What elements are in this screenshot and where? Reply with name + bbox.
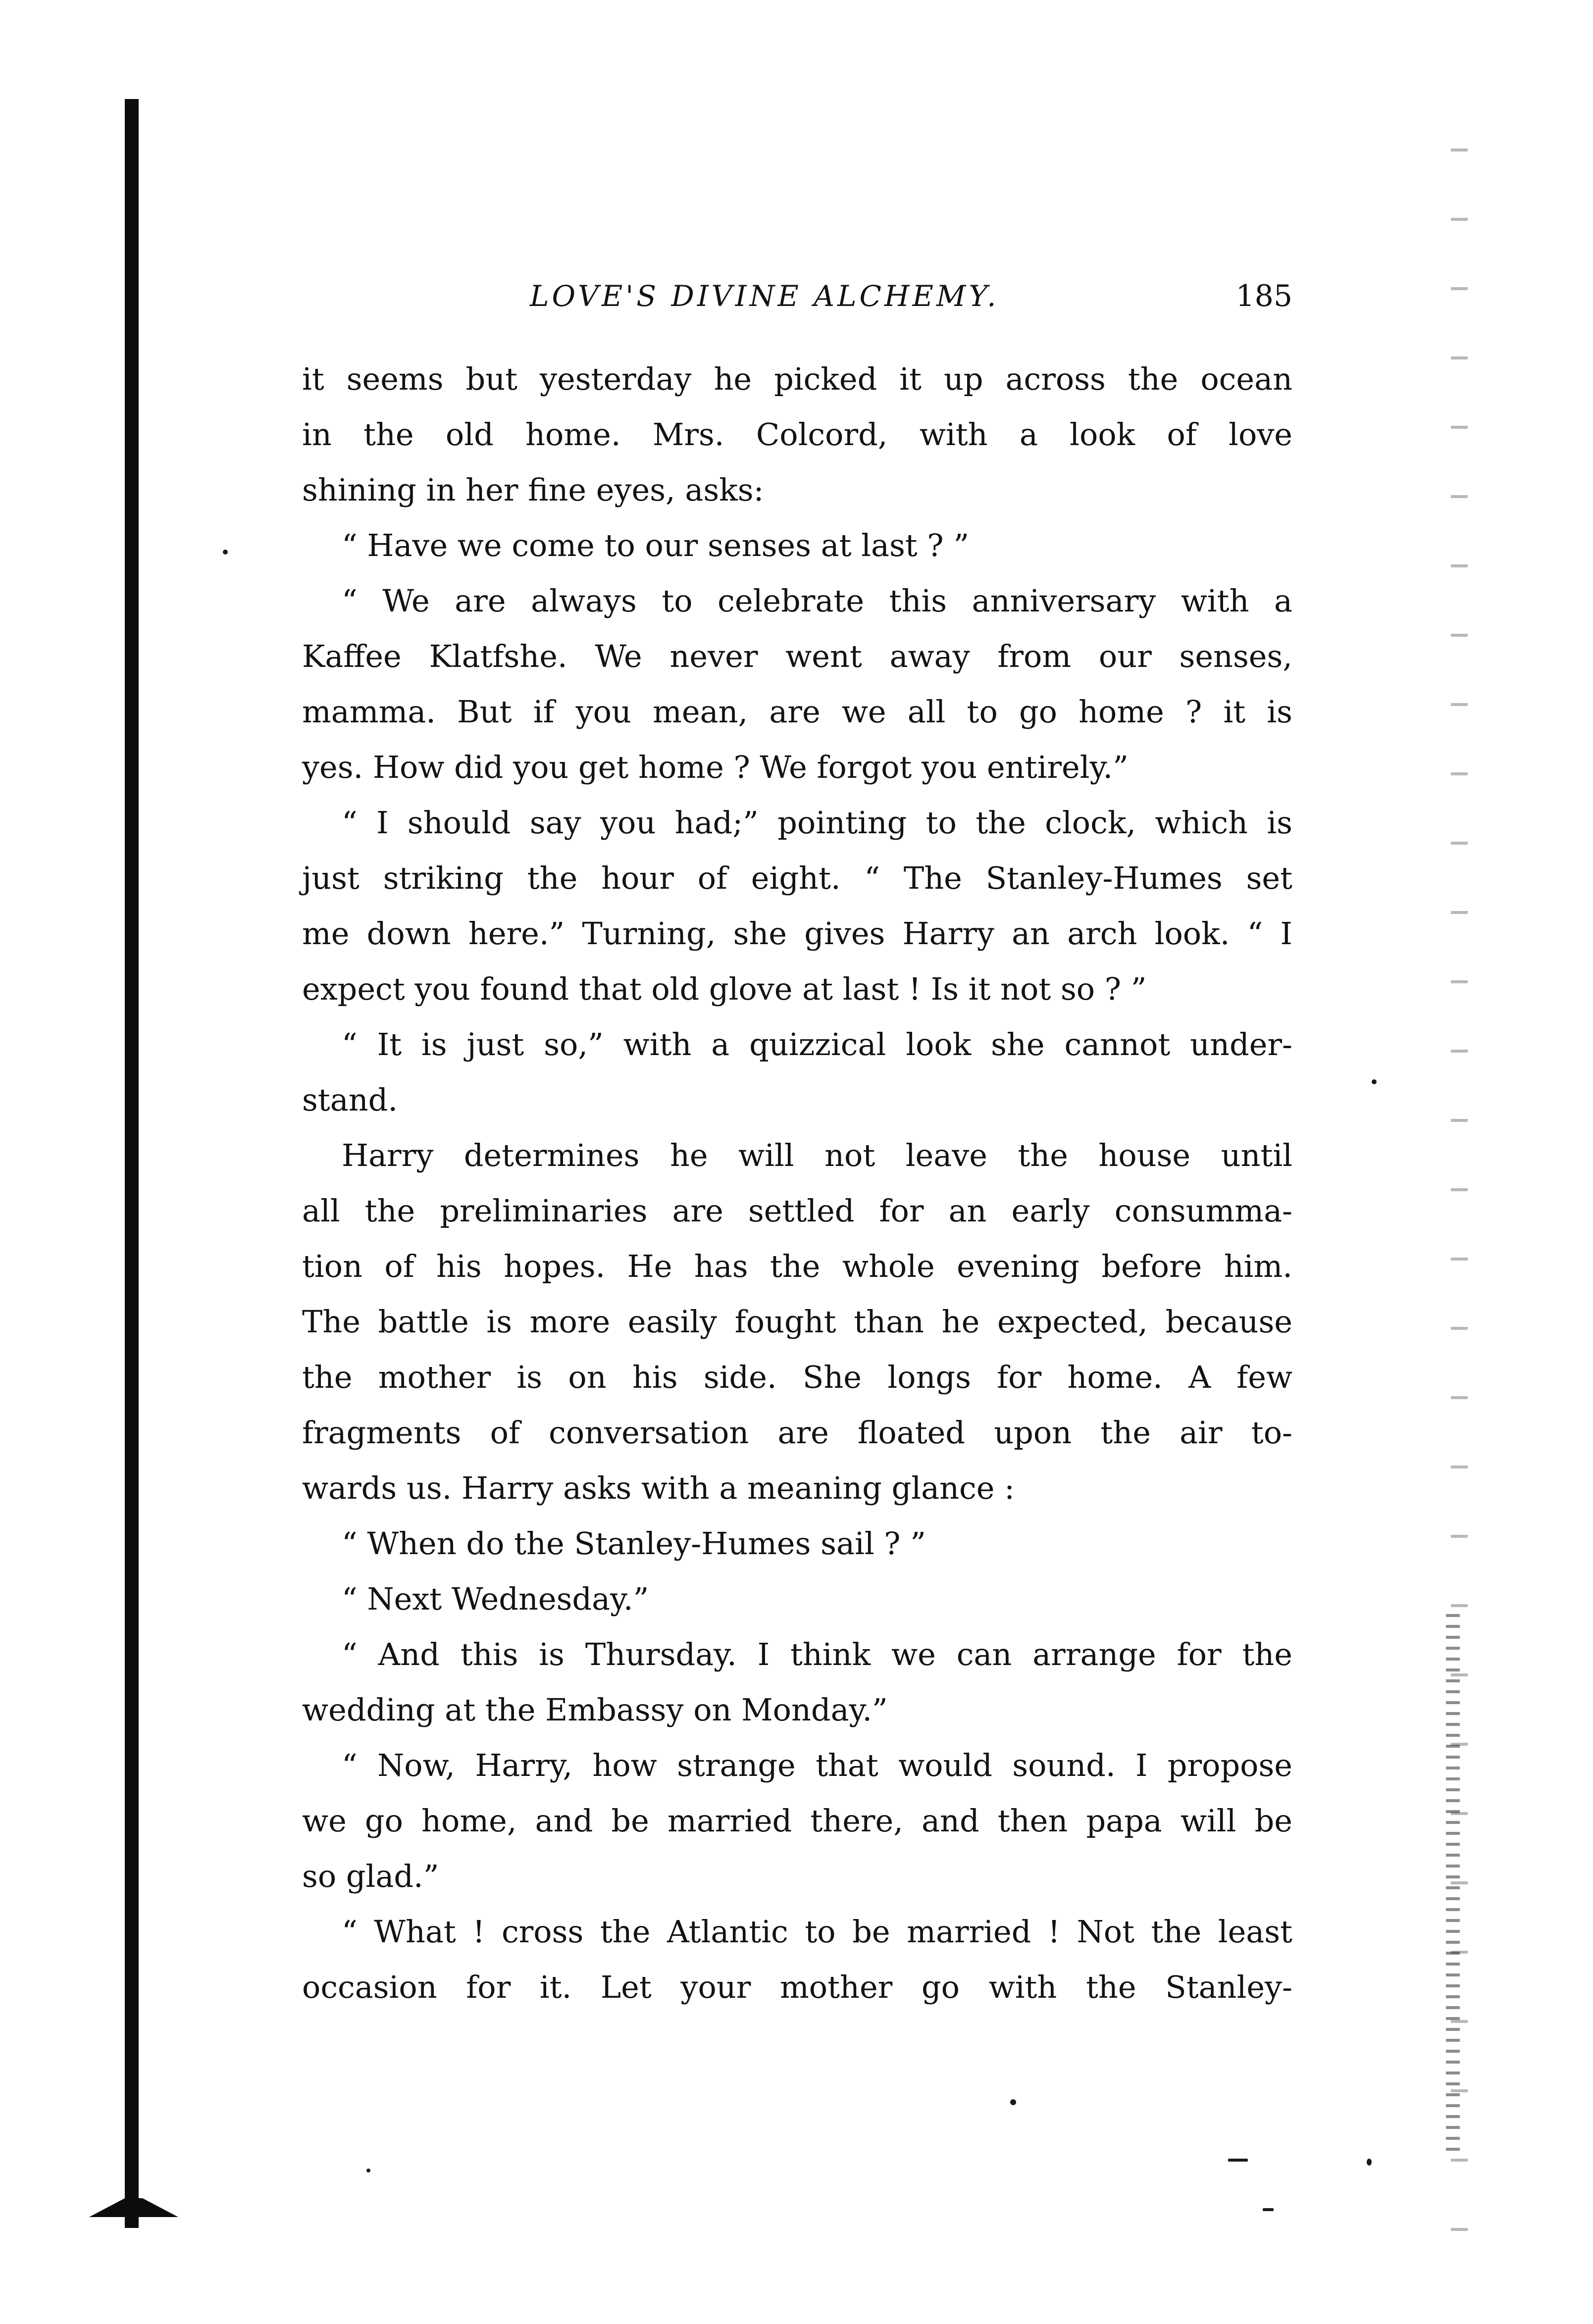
binding-spine [125, 99, 139, 2228]
text-line: Harry determines he will not leave the house until [342, 1137, 1292, 1173]
text-line: “ When do the Stanley-Humes sail ? ” [342, 1525, 926, 1562]
ink-speck [1372, 1079, 1377, 1084]
text-line: “ Next Wednesday.” [342, 1581, 649, 1617]
text-line: “ We are always to celebrate this anniversary with a [342, 583, 1292, 619]
text-line: expect you found that old glove at last ! Is it not so ? ” [302, 971, 1147, 1007]
text-line: fragments of conversation are floated upon the air to- [302, 1415, 1292, 1451]
text-line: “ It is just so,” with a quizzical look she cannot under- [342, 1026, 1292, 1062]
text-line: The battle is more easily fought than he expected, because [302, 1304, 1292, 1340]
text-line: wedding at the Embassy on Monday.” [302, 1692, 888, 1728]
text-line: tion of his hopes. He has the whole evening before him. [302, 1248, 1292, 1284]
page-number: 185 [1235, 279, 1292, 313]
text-line: me down here.” Turning, she gives Harry an arch look. “ I [302, 915, 1292, 952]
text-line: just striking the hour of eight. “ The Stanley-Humes set [302, 860, 1292, 896]
text-line: the mother is on his side. She longs for home. A few [302, 1359, 1292, 1395]
text-line: it seems but yesterday he picked it up across the ocean [302, 361, 1292, 397]
text-line: in the old home. Mrs. Colcord, with a look of love [302, 416, 1292, 453]
ink-speck [366, 2169, 370, 2172]
ink-speck [1010, 2099, 1016, 2105]
text-line: all the preliminaries are settled for an early consumma- [302, 1193, 1292, 1229]
text-line: “ And this is Thursday. I think we can arrange for the [342, 1636, 1292, 1672]
text-line: “ What ! cross the Atlantic to be married ! Not the least [342, 1914, 1292, 1950]
ink-speck [1367, 2159, 1372, 2166]
ink-speck [1228, 2159, 1248, 2162]
body-text [302, 352, 1292, 2015]
text-line: wards us. Harry asks with a meaning glance : [302, 1470, 1015, 1506]
text-line: mamma. But if you mean, are we all to go home ? it is [302, 694, 1292, 730]
text-line: “ I should say you had;” pointing to the clock, which is [342, 805, 1292, 841]
running-title: LOVE'S DIVINE ALCHEMY. [530, 279, 999, 313]
text-line: “ Have we come to our senses at last ? ” [342, 527, 970, 563]
ink-speck [223, 550, 228, 555]
text-line: we go home, and be married there, and then papa will be [302, 1803, 1292, 1839]
text-line: “ Now, Harry, how strange that would sound. I propose [342, 1747, 1292, 1783]
running-header [302, 271, 1292, 321]
text-line: stand. [302, 1082, 398, 1118]
text-line: so glad.” [302, 1858, 439, 1894]
page-edge-marks-lower [1446, 1614, 1460, 2159]
text-line: occasion for it. Let your mother go with the Stanley- [302, 1969, 1292, 2005]
binding-spine-base [89, 2198, 178, 2217]
text-line: shining in her fine eyes, asks: [302, 472, 764, 508]
text-line: yes. How did you get home ? We forgot you entirely.” [302, 749, 1129, 785]
text-line: Kaffee Klatfshe. We never went away from our senses, [302, 638, 1292, 674]
ink-speck [1263, 2208, 1274, 2211]
